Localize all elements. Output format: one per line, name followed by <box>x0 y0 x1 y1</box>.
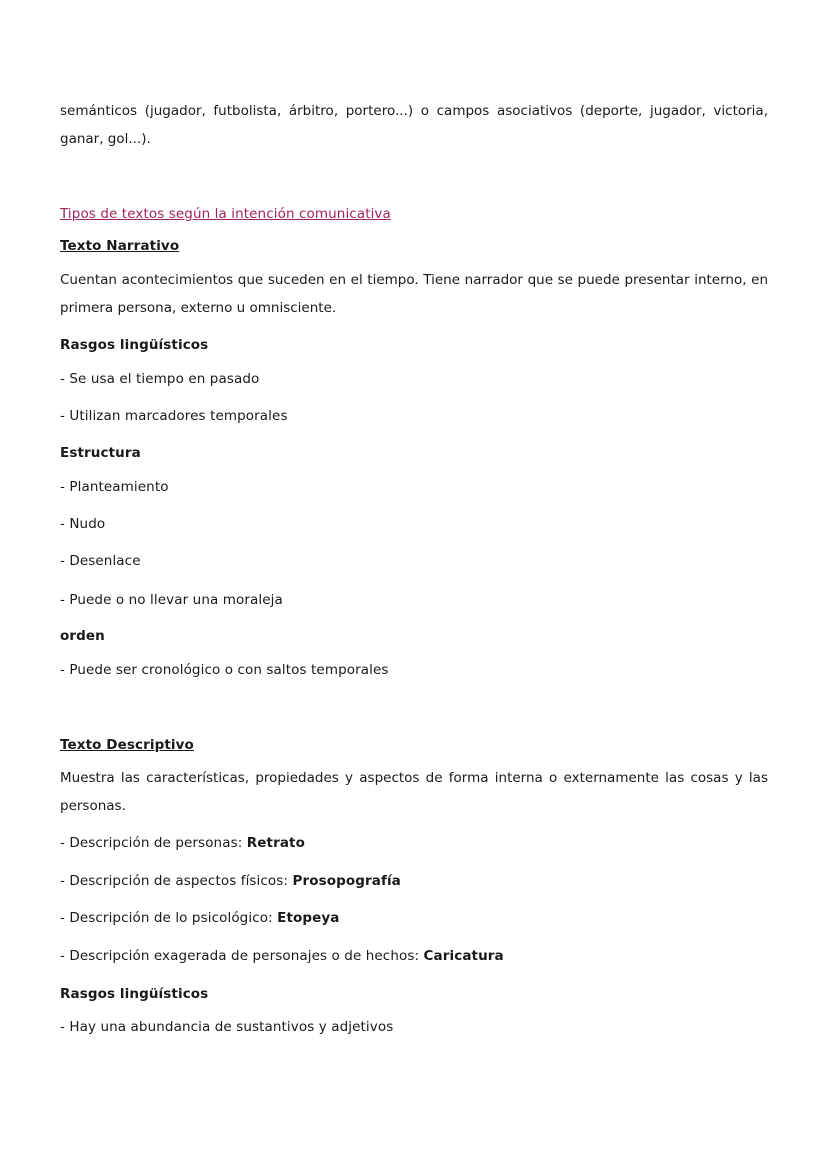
descriptivo-title: Texto Descriptivo <box>60 737 194 753</box>
section-title: Tipos de textos según la intención comunicativa <box>60 206 391 222</box>
item-text: - Descripción exagerada de personajes o de hechos: <box>60 948 424 964</box>
item-text: - Descripción de lo psicológico: <box>60 910 278 926</box>
list-item: - Se usa el tiempo en pasado <box>60 371 260 387</box>
list-item <box>60 942 504 970</box>
list-item: - Desenlace <box>60 553 141 569</box>
list-item: - Puede o no llevar una moraleja <box>60 592 283 608</box>
list-item: - Utilizan marcadores temporales <box>60 408 288 424</box>
item-term: Etopeya <box>277 910 340 926</box>
item-term: Caricatura <box>423 948 504 964</box>
list-item: - Puede ser cronológico o con saltos temporales <box>60 662 389 678</box>
descriptivo-rasgos-title: Rasgos lingüísticos <box>60 986 209 1002</box>
narrativo-description: Cuentan acontecimientos que suceden en el tiempo. Tiene narrador que se puede presentar interno, en primera persona, externo u omnisciente. <box>60 272 768 316</box>
narrativo-title: Texto Narrativo <box>60 238 180 254</box>
descriptivo-description: Muestra las características, propiedades y aspectos de forma interna o externamente las cosas y las personas. <box>60 770 768 814</box>
list-item <box>60 867 401 895</box>
list-item: - Nudo <box>60 516 106 532</box>
item-text: - Descripción de personas: <box>60 835 247 851</box>
list-item <box>60 904 340 932</box>
narrativo-rasgos-title: Rasgos lingüísticos <box>60 337 209 353</box>
list-item: - Planteamiento <box>60 479 169 495</box>
intro-paragraph: semánticos (jugador, futbolista, árbitro, portero...) o campos asociativos (deporte, jugador, victoria, ganar, gol...). <box>60 103 768 147</box>
list-item: - Hay una abundancia de sustantivos y adjetivos <box>60 1019 394 1035</box>
item-text: - Descripción de aspectos físicos: <box>60 873 293 889</box>
list-item <box>60 829 305 857</box>
item-term: Retrato <box>246 835 305 851</box>
orden-title: orden <box>60 628 105 644</box>
item-term: Prosopografía <box>292 873 401 889</box>
estructura-title: Estructura <box>60 445 141 461</box>
